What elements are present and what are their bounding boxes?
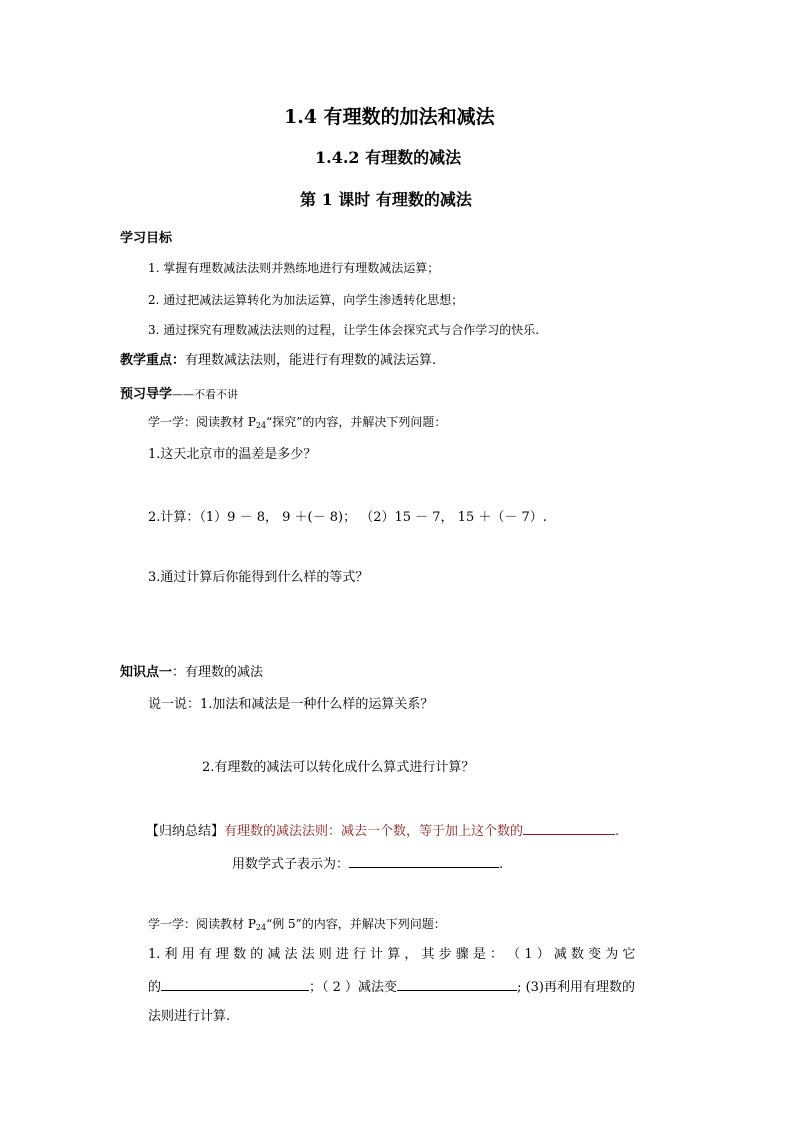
summary-text: 有理数的减法法则：减去一个数，等于加上这个数的 xyxy=(224,824,524,839)
formula-line xyxy=(232,855,503,871)
knowledge-heading: 知识点一 xyxy=(120,665,173,680)
formula-end: . xyxy=(499,857,504,872)
intro-text: 学一学：阅读教材 P xyxy=(148,415,256,429)
lesson-title: 第 1 课时 有理数的减法 xyxy=(300,190,472,209)
summary-label: 【归纳总结】 xyxy=(146,824,225,839)
preview-intro xyxy=(148,416,446,430)
steps-line-3: 法则进行计算. xyxy=(148,1009,231,1024)
study2-intro xyxy=(148,918,446,932)
key-point-label: 教学重点： xyxy=(120,353,186,368)
intro-text: “例 5”的内容，并解决下列问题： xyxy=(266,917,446,931)
say-question-1: 说一说：1.加法和减法是一种什么样的运算关系？ xyxy=(148,697,434,712)
summary-end: . xyxy=(615,824,620,839)
preview-heading-line xyxy=(120,385,238,401)
page-subscript: 24 xyxy=(255,923,267,932)
objective-item: 2. 通过把减法运算转化为加法运算，向学生渗透转化思想； xyxy=(148,293,464,307)
steps-mid: ；（ 2 ）减法变 xyxy=(309,980,398,995)
question-3: 3.通过计算后你能得到什么样的等式？ xyxy=(148,570,369,585)
preview-note: ——不看不讲 xyxy=(172,388,239,401)
knowledge-heading-line xyxy=(120,666,263,679)
step-blank-2[interactable] xyxy=(397,978,517,991)
steps-line-2 xyxy=(148,978,635,994)
question-2: 2.计算：（1）9 － 8， 9 ＋(－ 8)； （2）15 － 7， 15 ＋（－ 7）. xyxy=(148,510,547,525)
key-point-text: 有理数减法法则，能进行有理数的减法运算. xyxy=(185,353,437,368)
formula-text: 用数学式子表示为： xyxy=(232,857,350,872)
intro-text: “探究”的内容，并解决下列问题： xyxy=(266,415,447,429)
steps-line-1: 1. 利 用 有 理 数 的 减 法 法 则 进 行 计 算 ， 其 步 骤 是 ： （ 1 ） 减 数 变 为 它 xyxy=(148,947,636,962)
knowledge-title: ：有理数的减法 xyxy=(172,665,264,680)
say-question-2: 2.有理数的减法可以转化成什么算式进行计算？ xyxy=(202,760,475,775)
page-title: 1.4 有理数的加法和减法 xyxy=(284,106,495,128)
intro-text: 学一学：阅读教材 P xyxy=(148,917,256,931)
objective-item: 1. 掌握有理数减法法则并熟练地进行有理数减法运算； xyxy=(148,261,440,275)
answer-blank[interactable] xyxy=(523,822,615,835)
summary-line xyxy=(146,822,619,838)
question-1: 1.这天北京市的温差是多少？ xyxy=(148,447,317,462)
objective-item: 3. 通过探究有理数减法法则的过程，让学生体会探究式与合作学习的快乐. xyxy=(148,323,540,337)
page-subscript: 24 xyxy=(255,421,267,430)
steps-de: 的 xyxy=(148,980,162,995)
key-point xyxy=(120,354,436,367)
formula-blank[interactable] xyxy=(349,855,499,868)
preview-heading: 预习导学 xyxy=(120,387,173,402)
section-title: 1.4.2 有理数的减法 xyxy=(315,148,462,167)
objectives-heading: 学习目标 xyxy=(120,231,173,246)
steps-tail: ; (3)再利用有理数的 xyxy=(517,980,635,995)
step-blank-1[interactable] xyxy=(161,978,309,991)
